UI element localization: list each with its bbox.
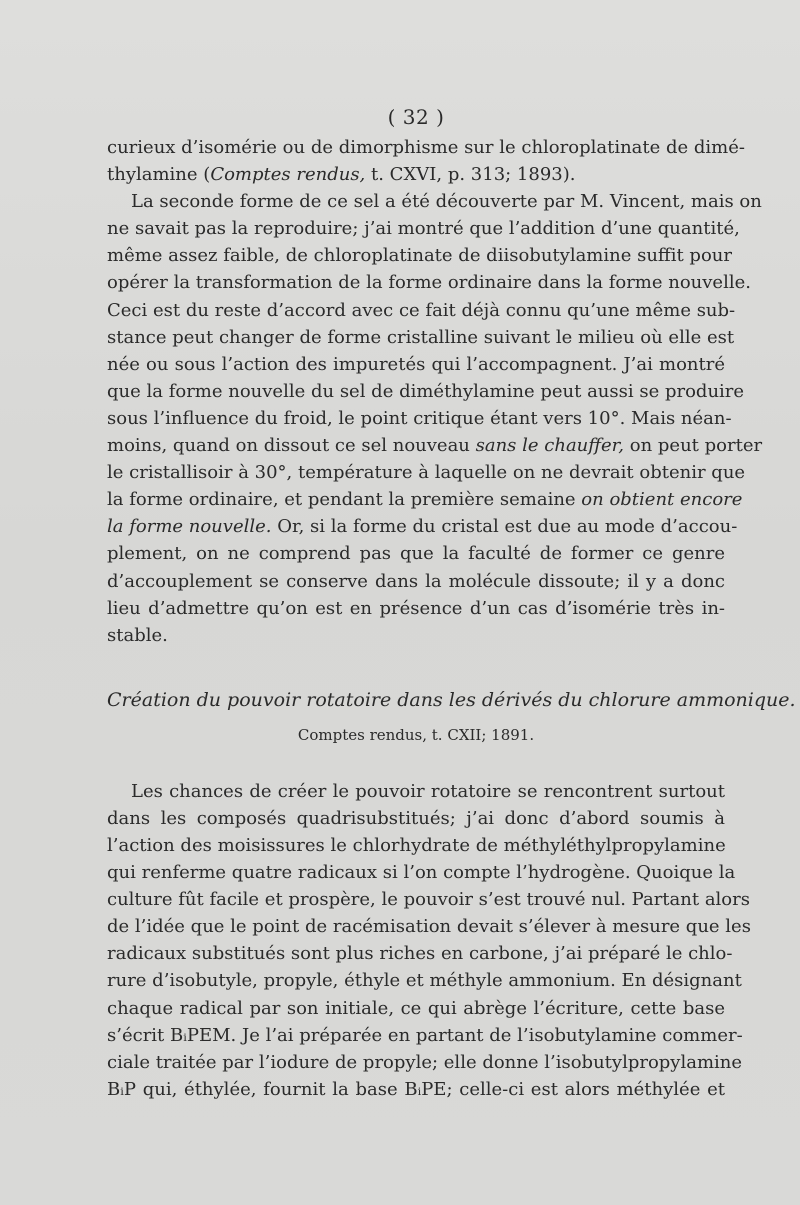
- text-run: on peut porter: [624, 435, 763, 457]
- paragraph-line: [107, 432, 763, 459]
- italic-run: sans le chauffer,: [475, 435, 625, 457]
- paragraph-line: qui renferme quatre radicaux si l’on compte l’hydrogène. Quoique la: [107, 862, 736, 884]
- paragraph-line: l’action des moisissures le chlorhydrate de méthyléthylpropylamine: [107, 834, 726, 856]
- paragraph-2: [107, 778, 751, 1103]
- paragraph-line: radicaux substitués sont plus riches en carbone, j’ai préparé le chlo-: [107, 943, 733, 965]
- paragraph-line: stance peut changer de forme cristalline suivant le milieu où elle est: [107, 326, 735, 348]
- paragraph-line: ne savait pas la reproduire; j’ai montré que l’addition d’une quantité,: [107, 218, 740, 240]
- paragraph-line: même assez faible, de chloroplatinate de diisobutylamine suffit pour: [107, 245, 732, 267]
- paragraph-line: culture fût facile et prospère, le pouvoir s’est trouvé nul. Partant alors: [107, 889, 750, 911]
- paragraph-line: opérer la transformation de la forme ordinaire dans la forme nouvelle.: [107, 272, 751, 294]
- paragraph-line: chaque radical par son initiale, ce qui abrège l’écriture, cette base: [107, 997, 725, 1019]
- paragraph-line: de l’idée que le point de racémisation devait s’élever à mesure que les: [107, 916, 751, 938]
- paragraph-line: [107, 778, 725, 805]
- text-run: moins, quand on dissout ce sel nouveau: [107, 435, 476, 457]
- paragraph-line: ciale traitée par l’iodure de propyle; elle donne l’isobutylpropylamine: [107, 1051, 743, 1073]
- citation: Comptes rendus, t. CXII; 1891.: [297, 725, 535, 744]
- paragraph-line: stable.: [107, 624, 168, 646]
- paragraph-line: BᵢP qui, éthylée, fournit la base BᵢPE; celle-ci est alors méthylée et: [107, 1078, 725, 1100]
- paragraph-line: d’accouplement se conserve dans la molécule dissoute; il y a donc: [107, 570, 725, 592]
- paragraph-line: [107, 161, 725, 188]
- paragraph-line: sous l’influence du froid, le point critique étant vers 10°. Mais néan-: [107, 407, 732, 429]
- paragraph-line: [107, 486, 743, 513]
- italic-run: Comptes rendus,: [210, 164, 366, 186]
- text-run: La seconde forme de ce sel a été découverte par M. Vincent, mais on: [131, 191, 762, 213]
- paragraph-line: s’écrit BᵢPEM. Je l’ai préparée en partant de l’isobutylamine commer-: [107, 1024, 743, 1046]
- paragraph-line: lieu d’admettre qu’on est en présence d’un cas d’isomérie très in-: [107, 597, 725, 619]
- paragraph-line: [107, 188, 762, 215]
- paragraph-1: [107, 134, 763, 649]
- text-run: t. CXVI, p. 313; 1893).: [365, 164, 576, 186]
- paragraph-line: que la forme nouvelle du sel de diméthylamine peut aussi se produire: [107, 380, 745, 402]
- page-content: [107, 104, 796, 1103]
- paragraph-line: dans les composés quadrisubstitués; j’ai donc d’abord soumis à: [107, 807, 725, 829]
- text-run: thylamine (: [107, 164, 211, 186]
- paragraph-line: le cristallisoir à 30°, température à laquelle on ne devrait obtenir que: [107, 462, 746, 484]
- text-run: Or, si la forme du cristal est due au mode d’accou-: [271, 516, 738, 538]
- page-number: ( 32 ): [387, 105, 445, 129]
- italic-run: on obtient encore: [581, 489, 743, 511]
- paragraph-line: [107, 513, 738, 540]
- paragraph-line: rure d’isobutyle, propyle, éthyle et méthyle ammonium. En désignant: [107, 970, 742, 992]
- text-run: Les chances de créer le pouvoir rotatoire se rencontrent surtout: [131, 780, 725, 802]
- paragraph-line: curieux d’isomérie ou de dimorphisme sur le chloroplatinate de dimé-: [107, 137, 745, 158]
- paragraph-line: née ou sous l’action des impuretés qui l’accompagnent. J’ai montré: [107, 353, 725, 375]
- italic-run: la forme nouvelle.: [107, 516, 272, 538]
- paragraph-line: plement, on ne comprend pas que la faculté de former ce genre: [107, 543, 725, 565]
- section-title: Création du pouvoir rotatoire dans les dérivés du chlorure ammonique.: [107, 688, 796, 711]
- paragraph-line: Ceci est du reste d’accord avec ce fait déjà connu qu’une même sub-: [107, 299, 736, 321]
- text-run: la forme ordinaire, et pendant la première semaine: [107, 489, 582, 511]
